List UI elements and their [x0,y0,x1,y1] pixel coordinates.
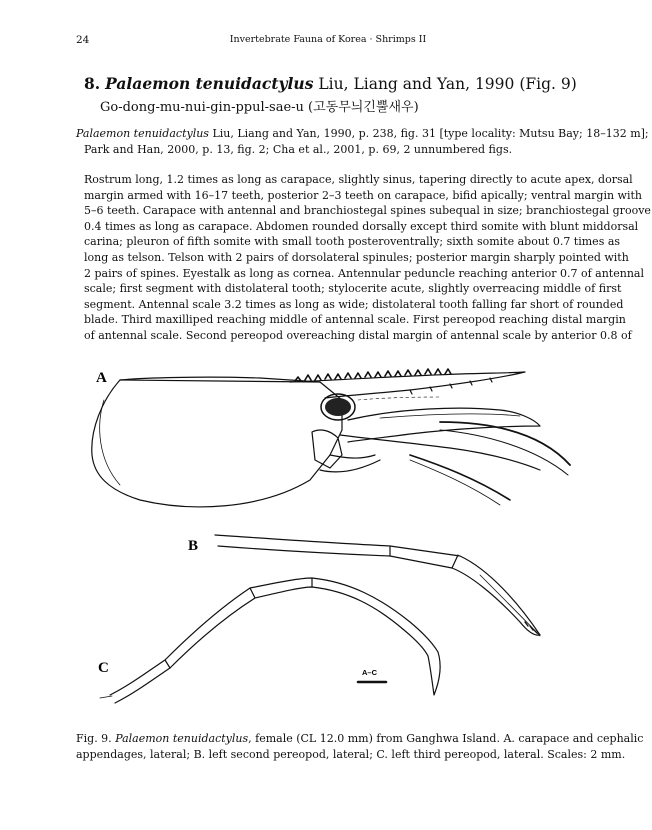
description-line: carina; pleuron of fifth somite with small tooth posteroventrally; sixth somite about 0.7 times as [84,235,621,249]
synonymy-line2: Park and Han, 2000, p. 13, fig. 2; Cha et al., 2001, p. 69, 2 unnumbered figs. [84,142,513,156]
caption-species: Palaemon tenuidactylus [115,732,249,745]
caption-line2: appendages, lateral; B. left second pereopod, lateral; C. left third pereopod, lateral. Scales: 2 mm. [76,747,626,761]
panel-a-carapace-drawing [92,369,570,507]
running-title: Invertebrate Fauna of Korea · Shrimps II [229,34,427,45]
panel-label-c: C [98,660,109,676]
description-line: margin armed with 16–17 teeth, posterior 2–3 teeth on carapace, bifid apically; ventral margin with [84,188,642,202]
description-line: Rostrum long, 1.2 times as long as carapace, slightly sinus, tapering directly to acute apex, dorsal [84,173,633,186]
description-line: blade. Third maxilliped reaching middle of antennal scale. First pereopod reaching distal margin [84,313,626,327]
panel-label-b: B [188,538,199,554]
description-line: 0.4 times as long as carapace. Abdomen rounded dorsally except third somite with blunt middorsal [84,219,639,233]
caption-line1: , female (CL 12.0 mm) from Ganghwa Island. A. carapace and cephalic [248,732,644,745]
species-authority: Liu, Liang and Yan, 1990 [318,75,515,93]
scale-label: A–C [362,668,378,677]
synonymy-line1: Liu, Liang and Yan, 1990, p. 238, fig. 31 [type locality: Mutsu Bay; 18–132 m]; [208,127,649,140]
figure-reference: (Fig. 9) [519,75,577,93]
synonymy-name: Palaemon tenuidactylus [76,127,209,140]
korean-name: Go-dong-mu-nui-gin-ppul-sae-u (고동무늬긴뿔새우) [100,100,419,115]
caption-prefix: Fig. 9. [76,732,116,745]
description-paragraph [76,172,651,344]
page-number: 24 [76,34,90,46]
panel-c-pereopod-drawing [100,578,440,703]
page-header [76,34,580,48]
shrimp-illustration [80,360,580,710]
synonymy-paragraph [76,126,649,157]
figure-caption [76,731,644,762]
species-binomial: Palaemon tenuidactylus [105,74,314,93]
description-line: 2 pairs of spines. Eyestalk as long as cornea. Antennular peduncle reaching anterior 0.7 of antennal [84,266,644,280]
description-line: long as telson. Telson with 2 pairs of dorsolateral spinules; posterior margin sharply pointed with [84,250,629,264]
panel-label-a: A [96,370,107,386]
species-number: 8. [84,74,101,93]
description-line: of antennal scale. Second pereopod overeaching distal margin of antennal scale by anterior 0.8 of [84,328,632,342]
description-line: segment. Antennal scale 3.2 times as long as wide; distolateral tooth falling far short of rounded [84,297,624,311]
description-line: 5–6 teeth. Carapace with antennal and branchiostegal spines subequal in size; branchiostegal groove [84,204,651,218]
description-line: scale; first segment with distolateral tooth; stylocerite acute, slightly overreacing middle of first [84,282,622,296]
species-heading [84,74,577,93]
